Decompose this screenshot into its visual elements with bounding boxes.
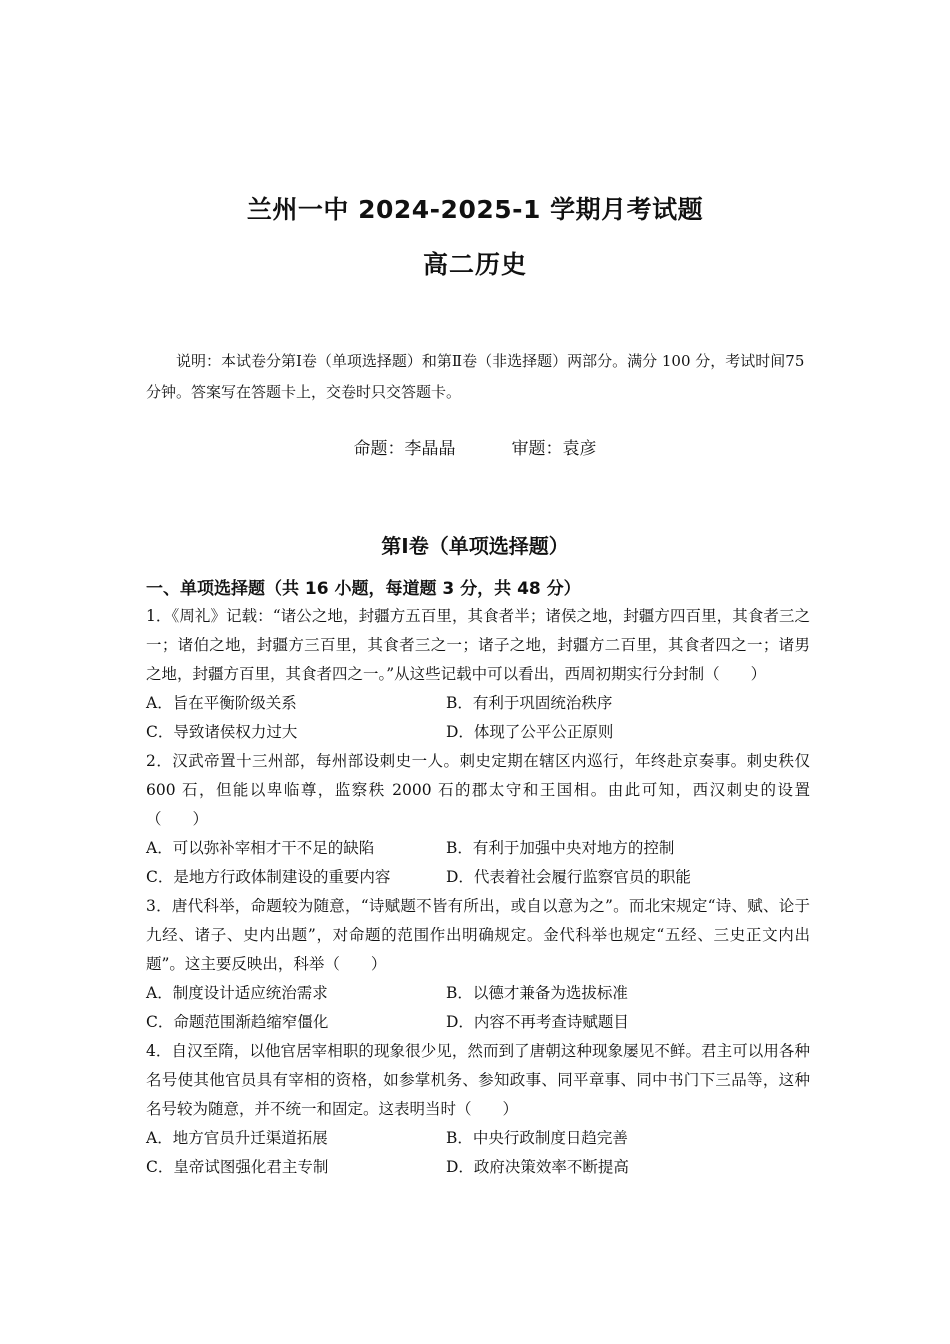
option-c: C．命题范围渐趋缩窄僵化 [146,1013,329,1031]
question-2 [146,747,810,892]
option-d: D．体现了公平公正原则 [446,723,614,741]
option-a: A．可以弥补宰相才干不足的缺陷 [146,839,375,857]
setter-label: 命题：李晶晶 [353,439,456,459]
reviewer-label: 审题：袁彦 [511,439,597,459]
question-stem: 1．《周礼》记载：“诸公之地，封疆方五百里，其食者半；诸侯之地，封疆方四百里，其食者三之一；诸伯之地，封疆方三百里，其食者三之一；诸子之地，封疆方二百里，其食者四之一；诸男之地，封疆方百里，其食者四之一。”从这些记载中可以看出，西周初期实行分封制（ ） [146,607,810,683]
question-3 [146,892,810,1037]
question-list [146,602,810,1182]
option-b: B．中央行政制度日趋完善 [446,1129,628,1147]
question-stem: 4．自汉至隋，以他官居宰相职的现象很少见，然而到了唐朝这种现象屡见不鲜。君主可以用各种名号使其他官员具有宰相的资格，如参掌机务、参知政事、同平章事、同中书门下三品等，这种名号较为随意，并不统一和固定。这表明当时（ ） [146,1042,810,1118]
option-d: D．政府决策效率不断提高 [446,1158,629,1176]
instructions-text: 说明：本试卷分第Ⅰ卷（单项选择题）和第Ⅱ卷（非选择题）两部分。满分 100 分，考试时间75分钟。答案写在答题卡上，交卷时只交答题卡。 [146,352,805,401]
option-d: D．内容不再考查诗赋题目 [446,1013,629,1031]
question-4 [146,1037,810,1182]
question-stem: 2．汉武帝置十三州部，每州部设刺史一人。刺史定期在辖区内巡行，年终赴京奏事。刺史秩仅 600 石，但能以卑临尊，监察秩 2000 石的郡太守和王国相。由此可知，西汉刺史的设置（ ） [146,752,810,828]
subject-title: 高二历史 [422,250,527,279]
option-a: A．制度设计适应统治需求 [146,984,328,1002]
option-b: B．有利于巩固统治秩序 [446,694,613,712]
option-a: A．地方官员升迁渠道拓展 [146,1129,328,1147]
section-title: 一、单项选择题（共 16 小题，每道题 3 分，共 48 分） [146,579,581,599]
question-stem: 3．唐代科举，命题较为随意，“诗赋题不皆有所出，或自以意为之”。而北宋规定“诗、赋、论于九经、诸子、史内出题”，对命题的范围作出明确规定。金代科举也规定“五经、三史正文内出题”。这主要反映出，科举（ ） [146,897,810,973]
option-b: B．有利于加强中央对地方的控制 [446,839,675,857]
option-c: C．导致诸侯权力过大 [146,723,298,741]
option-c: C．皇帝试图强化君主专制 [146,1158,329,1176]
part-title: 第Ⅰ卷（单项选择题） [381,534,569,558]
question-1 [146,602,810,747]
exam-title: 兰州一中 2024-2025-1 学期月考试题 [246,195,704,224]
option-d: D．代表着社会履行监察官员的职能 [446,868,691,886]
option-a: A．旨在平衡阶级关系 [146,694,297,712]
option-c: C．是地方行政体制建设的重要内容 [146,868,391,886]
option-b: B．以德才兼备为选拔标准 [446,984,628,1002]
authors-line [0,434,950,459]
